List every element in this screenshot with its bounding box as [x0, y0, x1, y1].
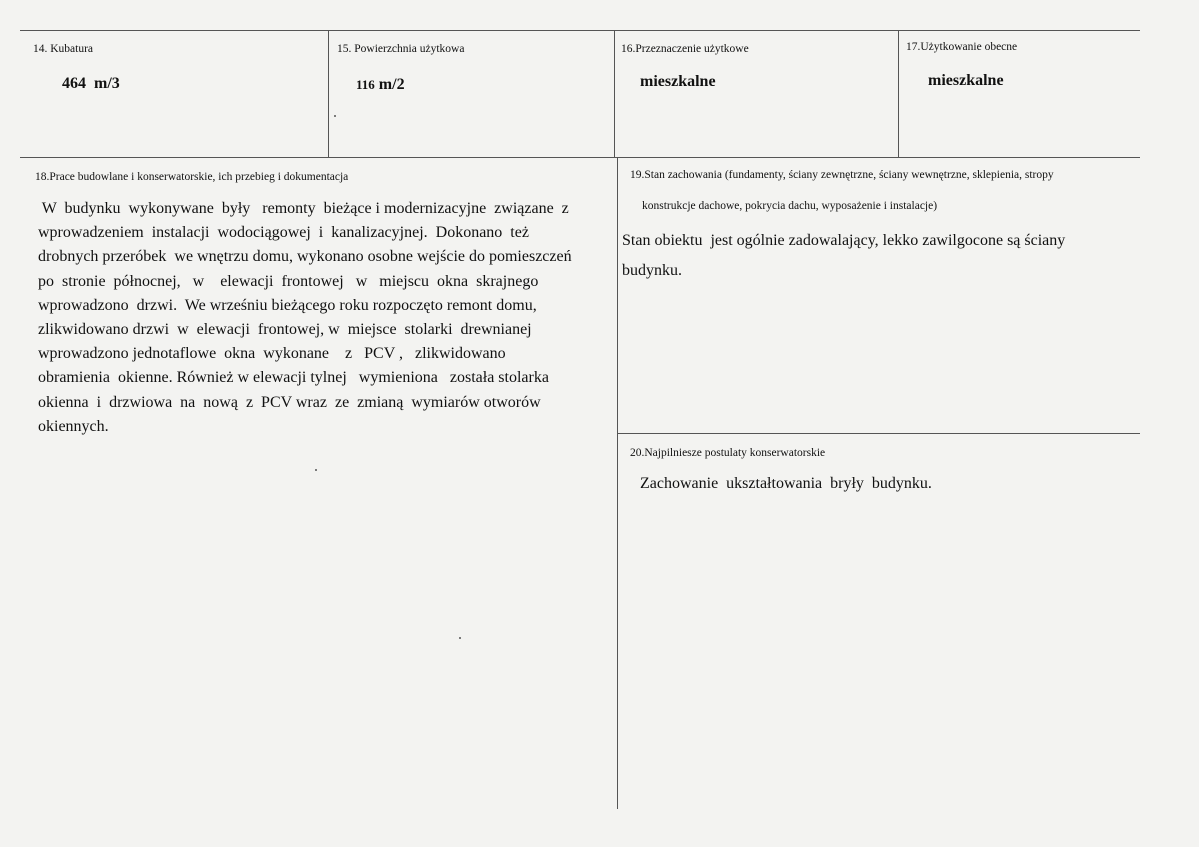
field-18-line: obramienia okienne. Również w elewacji tylnej wymieniona została stolarka [38, 369, 549, 387]
field-18-line: zlikwidowano drzwi w elewacji frontowej, w miejsce stolarki drewnianej [38, 321, 532, 339]
field-18-line: po stronie północnej, w elewacji frontowej w miejscu okna skrajnego [38, 272, 539, 290]
scan-speck [315, 469, 317, 471]
row-divider [20, 157, 1140, 158]
field-16-value: mieszkalne [640, 73, 716, 90]
field-15-value [356, 76, 405, 94]
field-18-line: wprowadzeniem instalacji wodociągowej i kanalizacyjnej. Dokonano też [38, 224, 529, 242]
field-18-text [38, 197, 572, 439]
field-15-label: 15. Powierzchnia użytkowa [337, 43, 465, 55]
section-20-divider [617, 433, 1140, 434]
field-18-line: drobnych przeróbek we wnętrzu domu, wykonano osobne wejście do pomieszczeń [38, 248, 572, 266]
field-19-line: Stan obiektu jest ogólnie zadowalający, lekko zawilgocone są ściany [622, 232, 1066, 249]
scan-speck [334, 115, 336, 117]
field-17-value: mieszkalne [928, 72, 1004, 89]
field-20-label: 20.Najpilniesze postulaty konserwatorskie [630, 447, 826, 459]
field-18-line: wprowadzono jednotaflowe okna wykonane z PCV , zlikwidowano [38, 345, 506, 363]
field-18-line: okienna i drzwiowa na nową z PCV wraz ze zmianą wymiarów otworów [38, 393, 541, 411]
field-17-label: 17.Użytkowanie obecne [906, 41, 1018, 53]
column-divider-main-lower [617, 157, 618, 809]
top-border [20, 30, 1140, 31]
column-divider-3 [898, 30, 899, 157]
column-divider-1 [328, 30, 329, 157]
field-20-text: Zachowanie ukształtowania bryły budynku. [640, 475, 932, 492]
field-19-line: budynku. [622, 262, 682, 279]
field-15-value-unit: m/2 [378, 76, 405, 93]
field-15-value-number: 116 [356, 77, 375, 92]
field-18-line: W budynku wykonywane były remonty bieżące i modernizacyjne związane z [38, 200, 569, 217]
field-18-line: okiennych. [38, 417, 109, 435]
field-16-label: 16.Przeznaczenie użytkowe [621, 43, 749, 55]
field-18-line: wprowadzono drzwi. We wrześniu bieżącego roku rozpoczęto remont domu, [38, 296, 537, 314]
field-14-value: 464 m/3 [62, 75, 120, 92]
field-19-label-line-1: 19.Stan zachowania (fundamenty, ściany zewnętrzne, ściany wewnętrzne, sklepienia, stropy [630, 169, 1054, 181]
field-18-label: 18.Prace budowlane i konserwatorskie, ich przebieg i dokumentacja [35, 171, 349, 183]
field-19-text [622, 226, 1065, 286]
column-divider-main [614, 30, 615, 158]
scan-speck [459, 637, 461, 639]
field-14-label: 14. Kubatura [33, 43, 94, 55]
field-19-label-line-2: konstrukcje dachowe, pokrycia dachu, wyposażenie i instalacje) [642, 200, 938, 212]
